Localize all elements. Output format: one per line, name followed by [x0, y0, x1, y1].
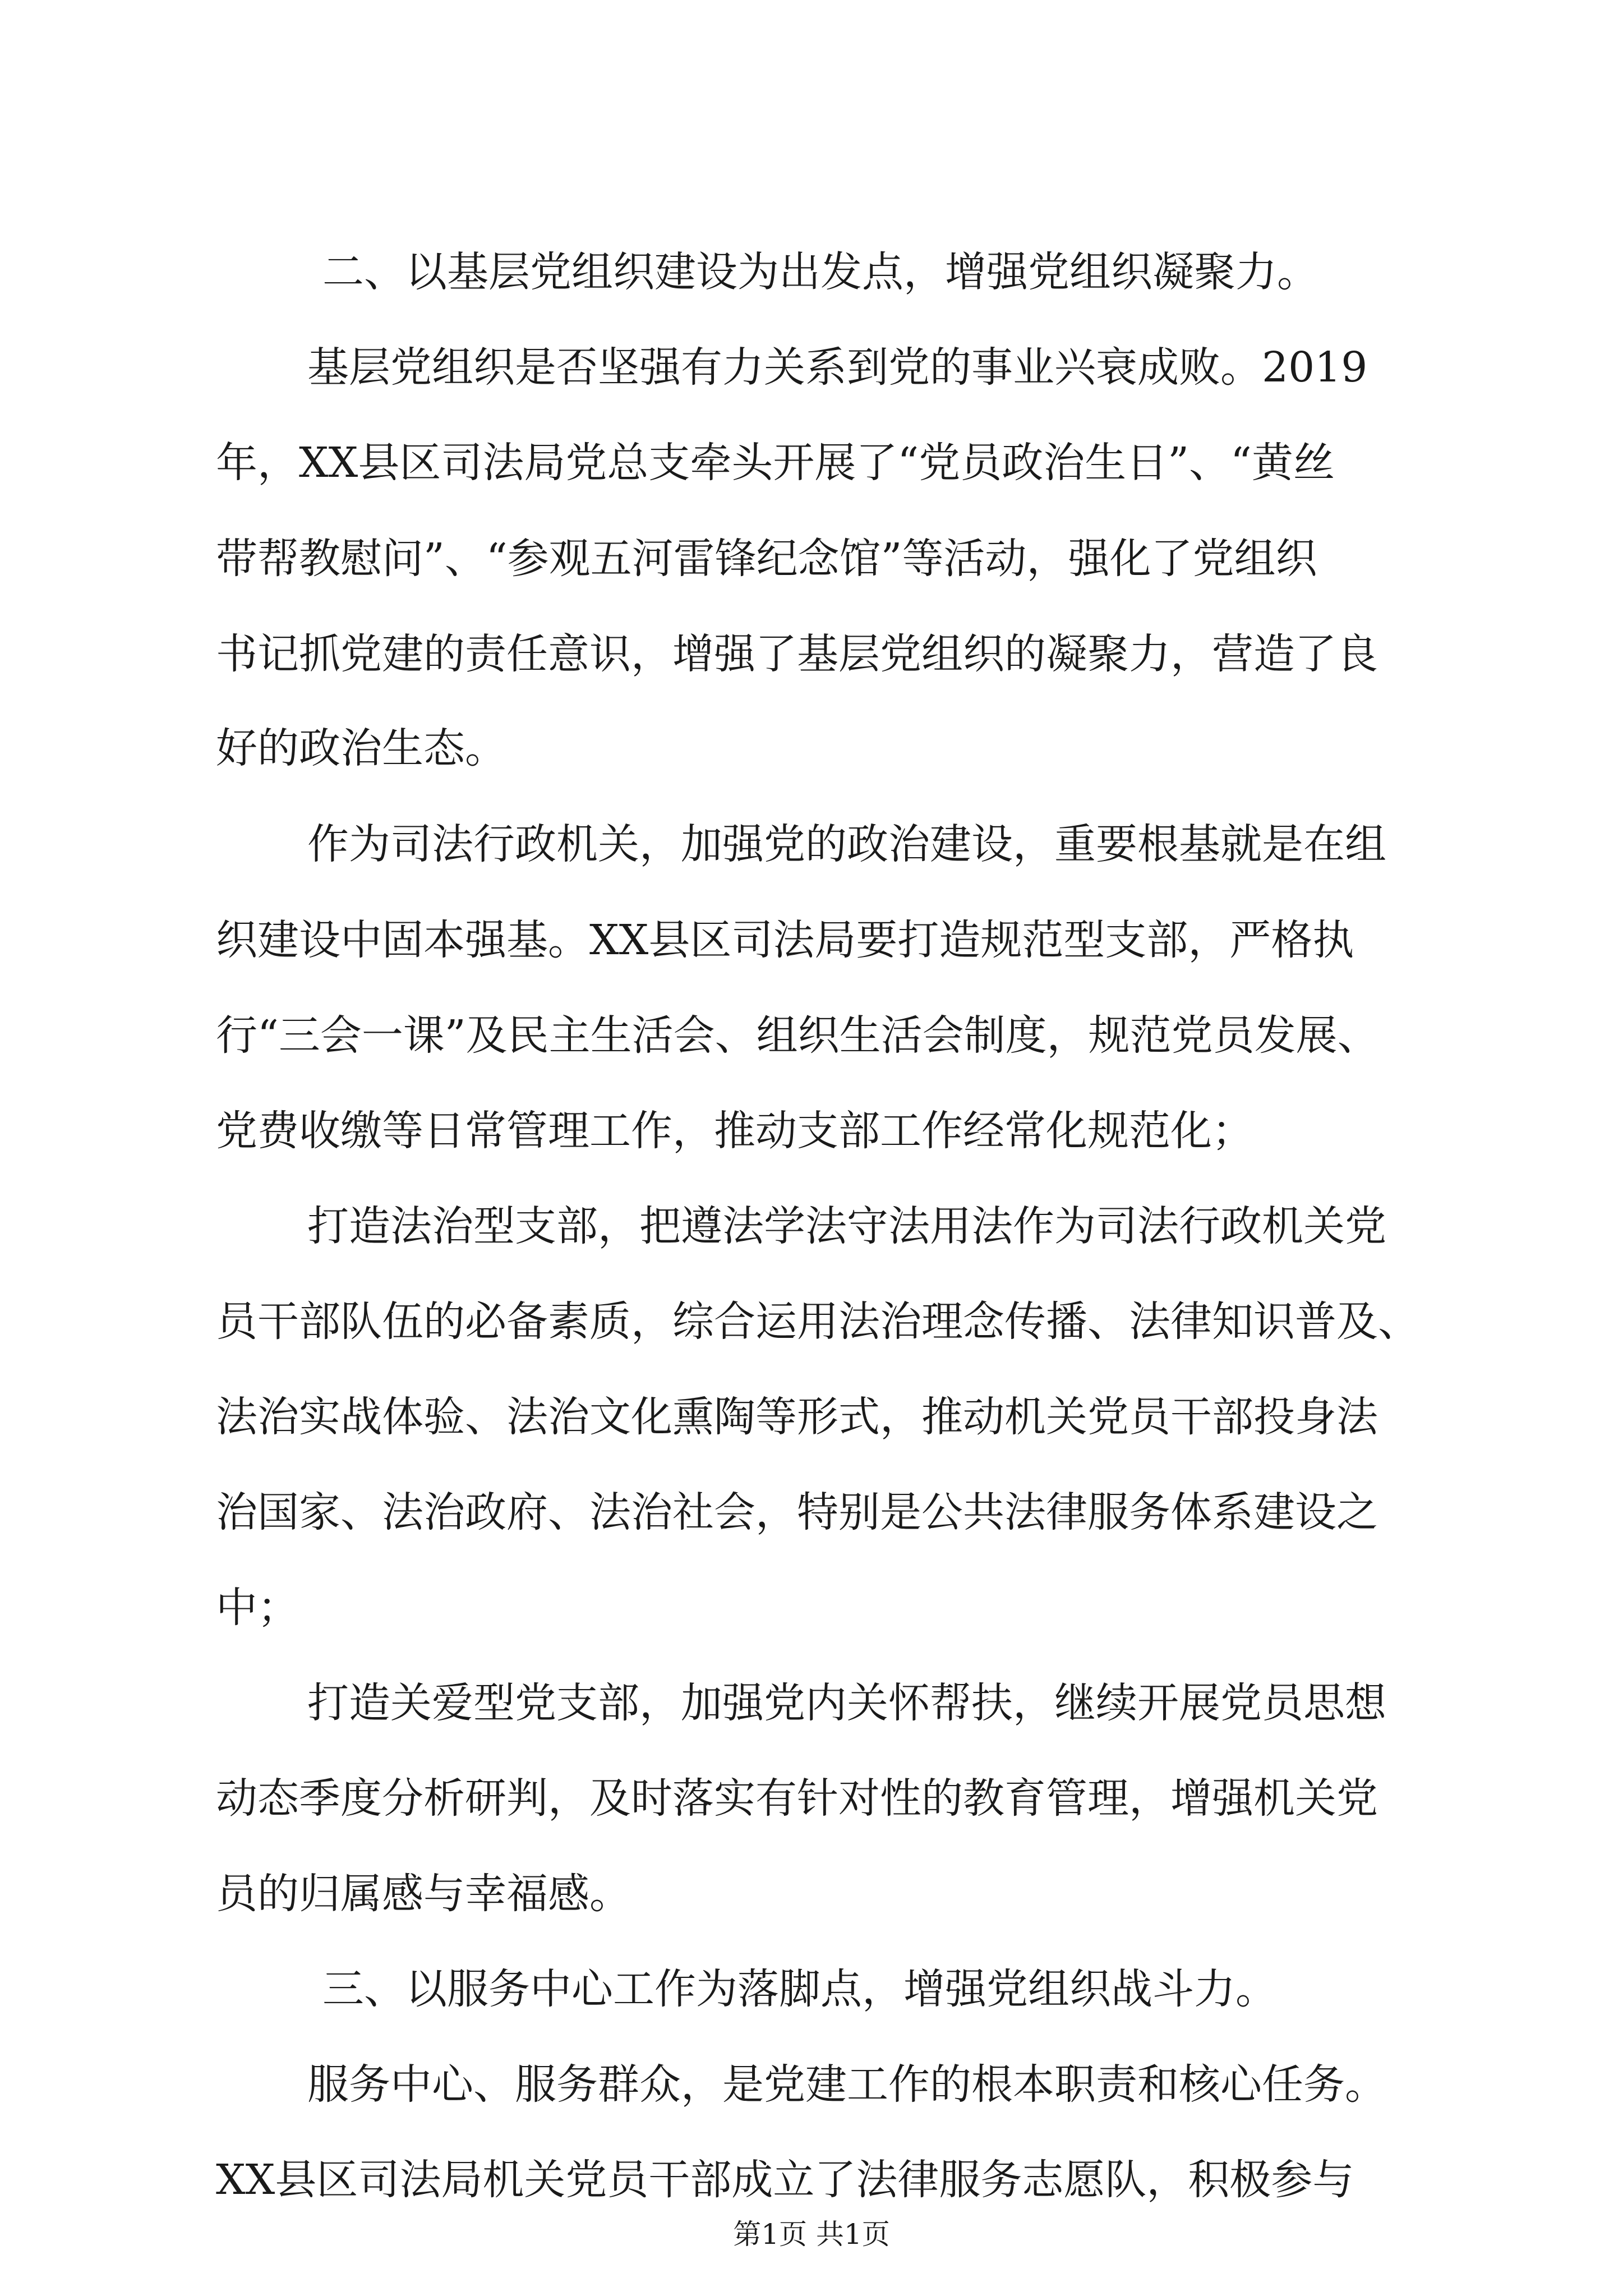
paragraph-line: 员干部队伍的必备素质，综合运用法治理念传播、法律知识普及、 — [216, 1297, 1419, 1346]
paragraph-line: 打造法治型支部，把遵法学法守法用法作为司法行政机关党 — [307, 1202, 1386, 1250]
paragraph-line: 织建设中固本强基。XX县区司法局要打造规范型支部，严格执 — [216, 916, 1354, 964]
paragraph-line: 好的政治生态。 — [216, 724, 506, 772]
paragraph-line: 治国家、法治政府、法治社会，特别是公共法律服务体系建设之 — [216, 1488, 1378, 1536]
paragraph-line: XX县区司法局机关党员干部成立了法律服务志愿队，积极参与 — [216, 2156, 1354, 2204]
paragraph-line: 服务中心、服务群众，是党建工作的根本职责和核心任务。 — [307, 2060, 1386, 2109]
paragraph-line: 行“三会一课”及民主生活会、组织生活会制度，规范党员发展、 — [216, 1011, 1379, 1060]
paragraph-line: 中； — [216, 1584, 299, 1632]
paragraph-line: 动态季度分析研判，及时落实有针对性的教育管理，增强机关党 — [216, 1774, 1378, 1823]
paragraph-line: 员的归属感与幸福感。 — [216, 1870, 631, 1918]
paragraph-line: 作为司法行政机关，加强党的政治建设，重要根基就是在组 — [307, 820, 1386, 868]
paragraph-line: 年，XX县区司法局党总支牵头开展了“党员政治生日”、“黄丝 — [216, 439, 1335, 487]
section-heading-2: 二、以基层党组织建设为出发点，增强党组织凝聚力。 — [322, 248, 1318, 296]
paragraph-line: 书记抓党建的责任意识，增强了基层党组织的凝聚力，营造了良 — [216, 630, 1378, 678]
page-footer: 第1页 共1页 — [733, 2218, 890, 2251]
paragraph-line: 带帮教慰问”、“参观五河雷锋纪念馆”等活动，强化了党组织 — [216, 535, 1317, 583]
paragraph-line: 法治实战体验、法治文化熏陶等形式，推动机关党员干部投身法 — [216, 1393, 1378, 1441]
paragraph-line: 基层党组织是否坚强有力关系到党的事业兴衰成败。2019 — [307, 343, 1368, 392]
section-heading-3: 三、以服务中心工作为落脚点，增强党组织战斗力。 — [322, 1965, 1277, 2013]
paragraph-line: 打造关爱型党支部，加强党内关怀帮扶，继续开展党员思想 — [307, 1679, 1386, 1727]
paragraph-line: 党费收缴等日常管理工作，推动支部工作经常化规范化； — [216, 1107, 1253, 1155]
